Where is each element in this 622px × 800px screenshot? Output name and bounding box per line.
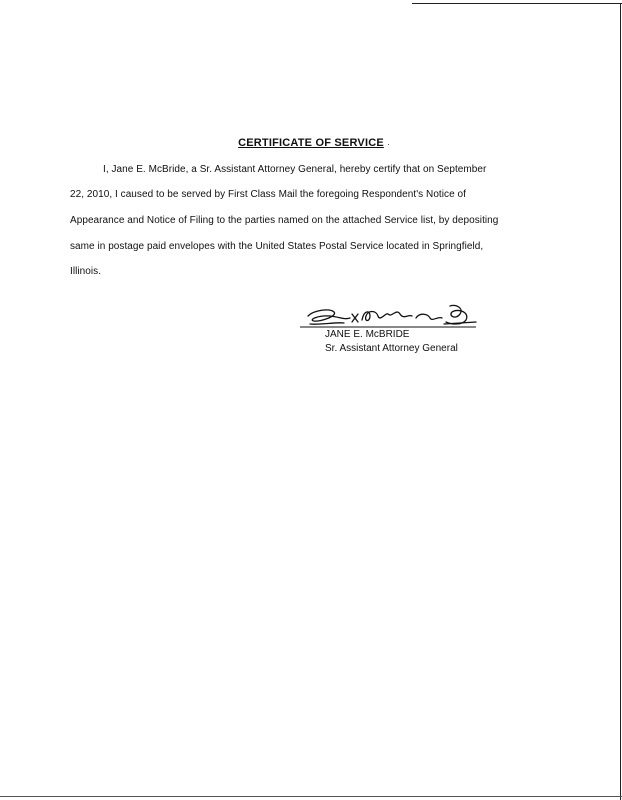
certificate-heading: CERTIFICATE OF SERVICE <box>238 137 384 149</box>
scan-border-right <box>620 3 621 800</box>
signatory-title: Sr. Assistant Attorney General <box>325 343 458 354</box>
heading-stray-mark: · <box>387 139 390 149</box>
body-line-5: Illinois. <box>70 266 102 277</box>
scan-border-bottom <box>0 796 622 797</box>
signature-block <box>300 302 500 362</box>
body-line-2: 22, 2010, I caused to be served by First Class Mail the foregoing Respondent's Notice of <box>70 189 466 200</box>
body-line-1: I, Jane E. McBride, a Sr. Assistant Attorney General, hereby certify that on September <box>103 164 487 175</box>
signatory-name: JANE E. McBRIDE <box>325 329 410 340</box>
scan-border-top <box>412 3 622 4</box>
body-line-3: Appearance and Notice of Filing to the parties named on the attached Service list, by depositing <box>70 215 499 226</box>
body-line-4: same in postage paid envelopes with the United States Postal Service located in Springfield, <box>70 241 484 252</box>
